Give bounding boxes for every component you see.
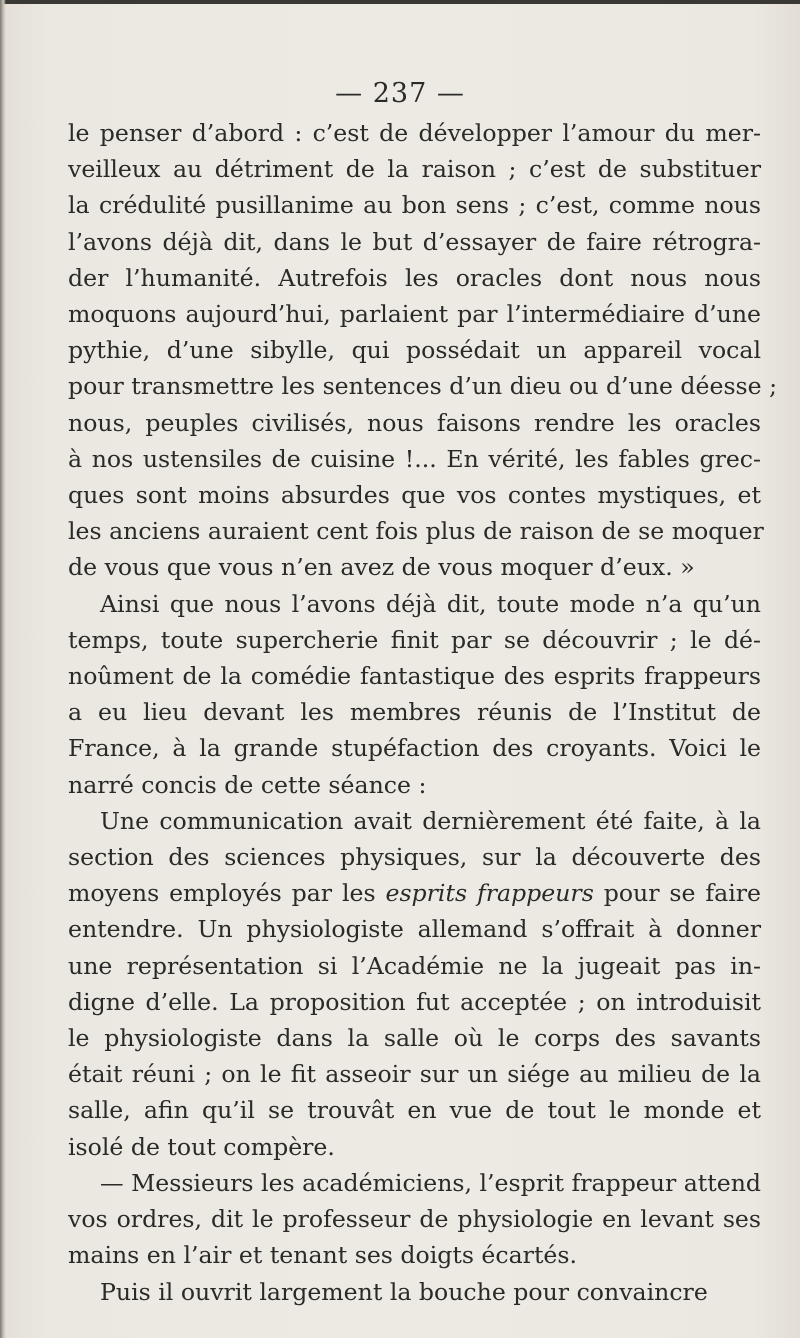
text-line: temps, toute supercherie finit par se découvrir ; le dé- <box>68 625 761 654</box>
body-text <box>68 115 778 1310</box>
page-top-edge <box>0 0 800 4</box>
text-line: Ainsi que nous l’avons déjà dit, toute mode n’a qu’un <box>100 589 761 618</box>
text-line: a eu lieu devant les membres réunis de l’Institut de <box>68 698 761 727</box>
text-line: mains en l’air et tenant ses doigts écartés. <box>68 1241 578 1270</box>
text-line: Puis il ouvrit largement la bouche pour convaincre <box>100 1277 708 1306</box>
italic-term: esprits frappeurs <box>385 879 594 908</box>
text-line: de vous que vous n’en avez de vous moquer d’eux. » <box>68 553 695 582</box>
text-line: — Messieurs les académiciens, l’esprit frappeur attend <box>100 1168 762 1197</box>
text-line: isolé de tout compère. <box>68 1132 335 1161</box>
text-line: pythie, d’une sibylle, qui possédait un appareil vocal <box>68 336 761 365</box>
page-number: — 237 — <box>335 78 465 109</box>
text-line-with-italic <box>68 875 761 911</box>
text-line: salle, afin qu’il se trouvât en vue de tout le monde et <box>68 1096 761 1125</box>
text-line: section des sciences physiques, sur la découverte des <box>68 843 761 872</box>
text-segment: pour se faire <box>593 879 761 908</box>
text-line: digne d’elle. La proposition fut acceptée ; on introduisit <box>68 987 761 1016</box>
text-line: veilleux au détriment de la raison ; c’est de substituer <box>68 155 761 184</box>
text-line: les anciens auraient cent fois plus de raison de se moquer <box>68 517 764 546</box>
text-line: France, à la grande stupéfaction des croyants. Voici le <box>68 734 761 763</box>
text-line: nous, peuples civilisés, nous faisons rendre les oracles <box>68 408 761 437</box>
text-line: à nos ustensiles de cuisine !... En vérité, les fables grec- <box>68 444 761 473</box>
text-line: l’avons déjà dit, dans le but d’essayer de faire rétrogra- <box>68 227 761 256</box>
text-line: entendre. Un physiologiste allemand s’offrait à donner <box>68 915 761 944</box>
text-line: était réuni ; on le fit asseoir sur un siége au milieu de la <box>68 1060 761 1089</box>
text-segment: moyens employés par les <box>68 879 386 908</box>
page-binding-shadow <box>0 0 6 1338</box>
text-line: la crédulité pusillanime au bon sens ; c’est, comme nous <box>68 191 761 220</box>
text-line: pour transmettre les sentences d’un dieu ou d’une déesse ; <box>68 372 778 401</box>
text-line: vos ordres, dit le professeur de physiologie en levant ses <box>68 1205 761 1234</box>
text-line: der l’humanité. Autrefois les oracles dont nous nous <box>68 263 761 292</box>
text-line: le penser d’abord : c’est de développer l’amour du mer- <box>68 119 761 147</box>
text-line: ques sont moins absurdes que vos contes mystiques, et <box>68 481 761 510</box>
text-line: noûment de la comédie fantastique des esprits frappeurs <box>68 662 761 691</box>
text-line: narré concis de cette séance : <box>68 770 427 799</box>
text-line: une représentation si l’Académie ne la jugeait pas in- <box>68 951 761 980</box>
text-line: le physiologiste dans la salle où le corps des savants <box>68 1024 761 1053</box>
text-line: moquons aujourd’hui, parlaient par l’intermédiaire d’une <box>68 300 761 329</box>
text-line: Une communication avait dernièrement été faite, à la <box>100 806 761 835</box>
